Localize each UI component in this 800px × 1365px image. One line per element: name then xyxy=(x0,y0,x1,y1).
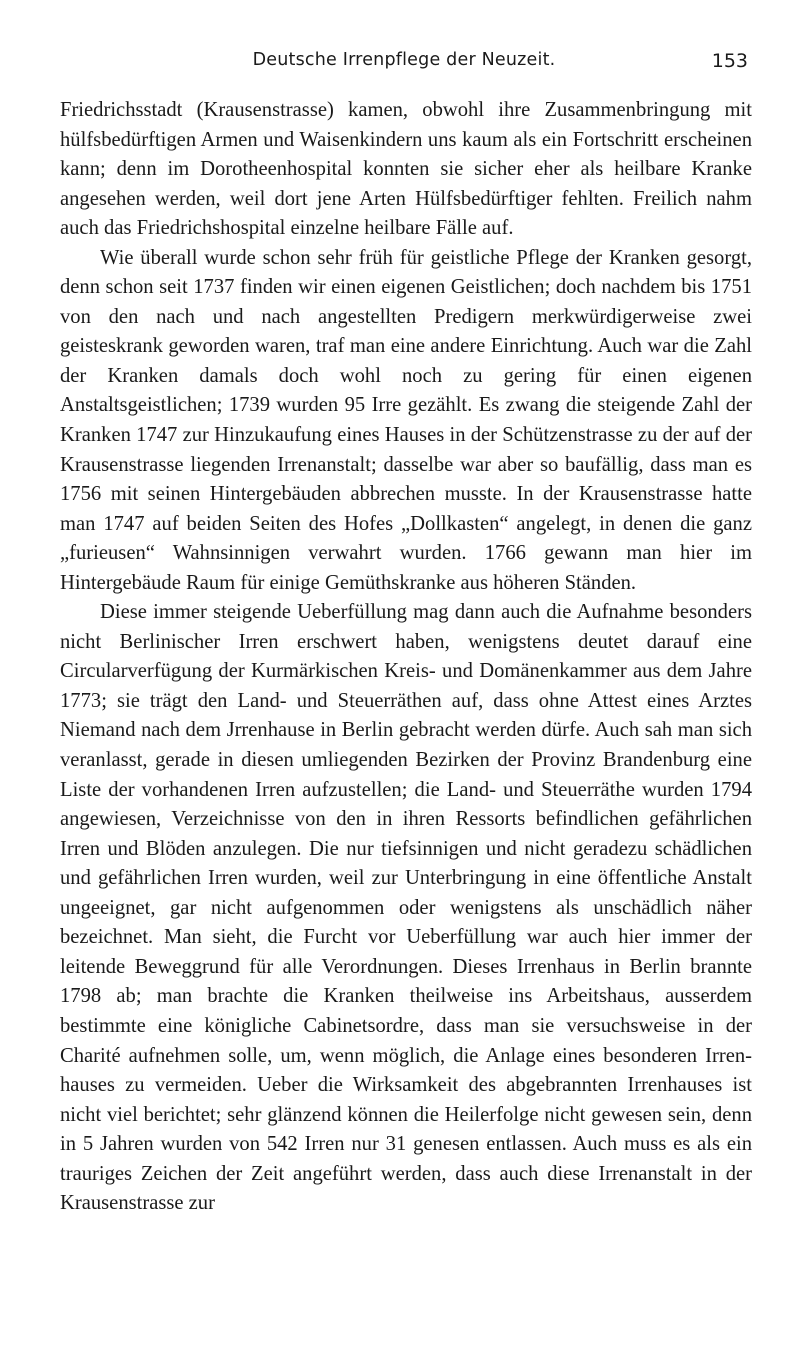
body-text xyxy=(60,96,752,1219)
paragraph-2: Wie überall wurde schon sehr früh für geistliche Pflege der Kranken gesorgt, denn schon seit 1737 finden wir einen eigenen Geistlichen; doch nachdem bis 1751 von den nach und nach angestellten Predigern merkwürdigerweise zwei geisteskrank geworden waren, traf man eine andere Einrichtung. Auch war die Zahl der Kranken damals doch wohl noch zu gering für einen eigenen Anstaltsgeistlichen; 1739 wurden 95 Irre gezählt. Es zwang die steigende Zahl der Kranken 1747 zur Hinzukaufung eines Hauses in der Schützenstrasse zu der auf der Krausenstrasse liegenden Irrenanstalt; dasselbe war aber so baufällig, dass man es 1756 mit seinen Hintergebäuden abbrechen musste. In der Krausenstrasse hatte man 1747 auf beiden Seiten des Hofes „Dollkasten“ angelegt, in denen die ganz „furieusen“ Wahnsinnigen verwahrt wurden. 1766 gewann man hier im Hintergebäude Raum für einige Gemüthskranke aus höheren Ständen. xyxy=(60,246,752,594)
running-title: Deutsche Irrenpflege der Neuzeit. xyxy=(252,50,556,70)
paragraph-1: Friedrichsstadt (Krausenstrasse) kamen, obwohl ihre Zusammenbringung mit hülfsbedürftigen Armen und Waisenkindern uns kaum als ein Fortschritt erscheinen kann; denn im Dorotheenhospital konnten sie sicher eher als heilbare Kranke angesehen werden, weil dort jene Arten Hülfsbedürftiger fehlten. Freilich nahm auch das Friedrichshospital einzelne heilbare Fälle auf. xyxy=(60,99,752,240)
running-head xyxy=(60,50,748,78)
page-number: 153 xyxy=(711,50,748,72)
paragraph-3: Diese immer steigende Ueberfüllung mag dann auch die Aufnahme besonders nicht Berlinischer Irren erschwert haben, wenigstens deutet darauf eine Circularverfügung der Kurmärkischen Kreis- und Domänenkammer aus dem Jahre 1773; sie trägt den Land- und Steuerräthen auf, dass ohne Attest eines Arztes Niemand nach dem Jrrenhause in Berlin gebracht werden dürfe. Auch sah man sich veranlasst, gerade in diesen umliegenden Bezirken der Provinz Brandenburg eine Liste der vorhandenen Irren aufzustellen; die Land- und Steuerräthe wurden 1794 angewiesen, Verzeichnisse von den in ihren Ressorts befindlichen gefährlichen Irren und Blöden anzulegen. Die nur tiefsinnigen und nicht geradezu schädlichen und gefährlichen Irren wurden, weil zur Unterbringung in eine öffentliche Anstalt ungeeignet, gar nicht aufgenommen oder wenigstens als unschädlich näher bezeichnet. Man sieht, die Furcht vor Ueberfüllung war auch hier immer der leitende Beweggrund für alle Verordnungen. Dieses Irrenhaus in Berlin brannte 1798 ab; man brachte die Kranken theilweise ins Arbeitshaus, ausserdem bestimmte eine königliche Cabinetsordre, dass man sie versuchsweise in der Charité aufnehmen solle, um, wenn möglich, die Anlage eines besonderen Irrenhauses zu vermeiden. Ueber die Wirksamkeit des abgebrannten Irrenhauses ist nicht viel berichtet; sehr glänzend können die Heilerfolge nicht gewesen sein, denn in 5 Jahren wurden von 542 Irren nur 31 genesen entlassen. Auch muss es als ein trauriges Zeichen der Zeit angeführt werden, dass auch diese Irrenanstalt in der Krausenstrasse zur xyxy=(60,601,752,1215)
